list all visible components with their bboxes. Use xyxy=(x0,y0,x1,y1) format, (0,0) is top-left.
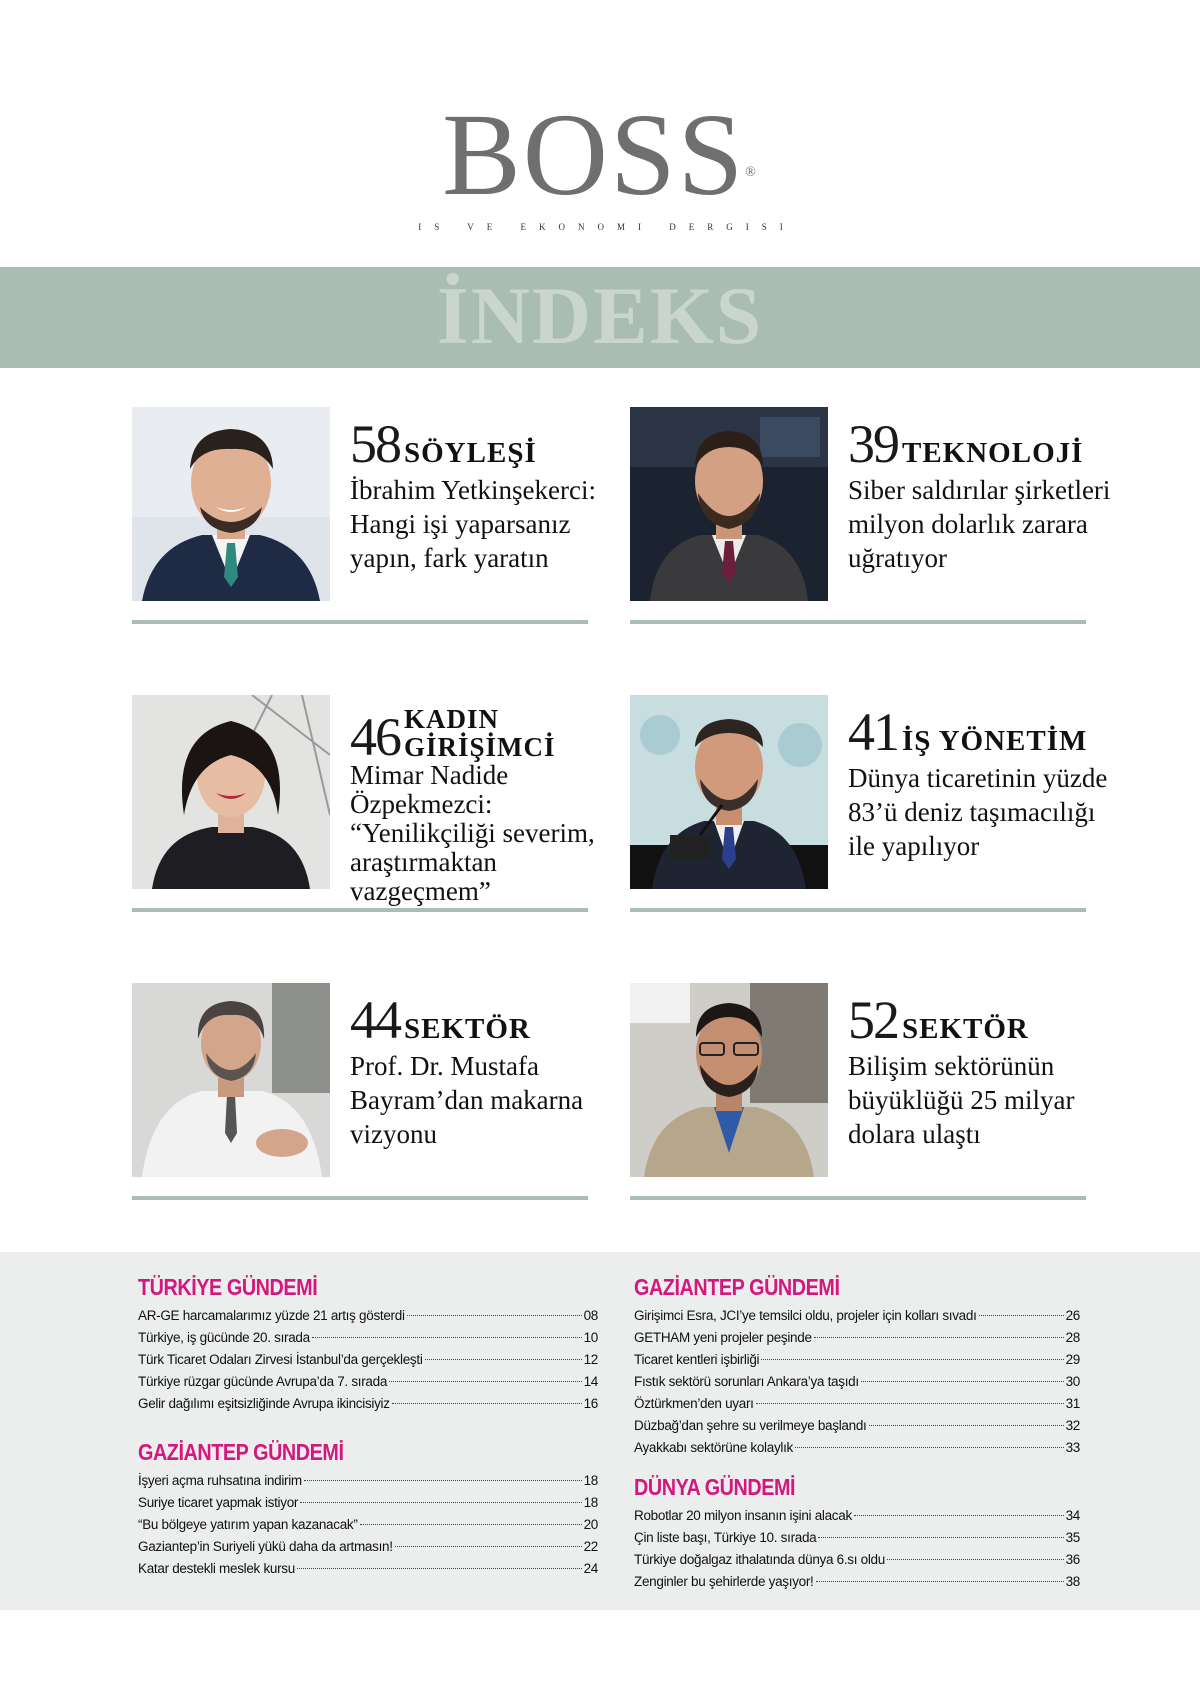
article-photo xyxy=(630,407,828,601)
toc-row[interactable]: Robotlar 20 milyon insanın işini alacak 34 xyxy=(634,1508,1080,1523)
page-number: 58 xyxy=(350,414,400,474)
article-photo xyxy=(132,407,330,601)
toc-section-dunya xyxy=(634,1474,1080,1593)
toc-row[interactable]: Girişimci Esra, JCI’ye temsilci oldu, projeler için kolları sıvadı 26 xyxy=(634,1308,1080,1323)
toc-row[interactable]: Türkiye rüzgar gücünde Avrupa’da 7. sırada 14 xyxy=(138,1374,598,1389)
article-title: Siber saldırılar şirketleri milyon dolarlık zarara uğratıyor xyxy=(848,475,1111,573)
article-heading xyxy=(848,990,1029,1050)
article-card[interactable] xyxy=(132,695,632,930)
divider xyxy=(132,1196,588,1200)
article-title: Dünya ticaretinin yüzde 83’ü deniz taşımacılığı ile yapılıyor xyxy=(848,763,1108,861)
article-heading xyxy=(350,704,556,767)
toc-row[interactable]: Katar destekli meslek kursu 24 xyxy=(138,1561,598,1576)
article-title: Prof. Dr. Mustafa Bayram’dan makarna vizyonu xyxy=(350,1051,584,1149)
toc-section-turkiye xyxy=(138,1274,598,1415)
toc-row[interactable]: Gaziantep’in Suriyeli yükü daha da artmasın! 22 xyxy=(138,1539,598,1554)
article-photo xyxy=(630,983,828,1177)
divider xyxy=(132,908,588,912)
page-number: 41 xyxy=(848,702,898,762)
article-card[interactable] xyxy=(630,983,1130,1218)
divider xyxy=(630,1196,1086,1200)
toc-row[interactable]: Fıstık sektörü sorunları Ankara’ya taşıdı 30 xyxy=(634,1374,1080,1389)
toc-row[interactable]: Suriye ticaret yapmak istiyor 18 xyxy=(138,1495,598,1510)
article-photo xyxy=(630,695,828,889)
toc-row[interactable]: Türkiye, iş gücünde 20. sırada 10 xyxy=(138,1330,598,1345)
section-label: SÖYLEŞİ xyxy=(404,437,537,469)
toc-section-gaziantep-2 xyxy=(634,1274,1080,1459)
toc-heading: GAZİANTEP GÜNDEMİ xyxy=(138,1439,344,1465)
article-heading xyxy=(350,990,531,1050)
article-heading xyxy=(350,414,537,474)
contents-panel xyxy=(0,1252,1200,1610)
page-number: 39 xyxy=(848,414,898,474)
toc-heading: DÜNYA GÜNDEMİ xyxy=(634,1474,796,1500)
toc-row[interactable]: Çin liste başı, Türkiye 10. sırada 35 xyxy=(634,1530,1080,1545)
divider xyxy=(630,620,1086,624)
article-heading xyxy=(848,414,1084,474)
page-number: 46 xyxy=(350,707,400,767)
article-title: Mimar Nadide Özpekmezci: “Yenilikçiliği severim, araştırmaktan vazgeçmem” xyxy=(350,760,595,906)
toc-row[interactable]: GETHAM yeni projeler peşinde 28 xyxy=(634,1330,1080,1345)
article-heading xyxy=(848,702,1088,762)
masthead xyxy=(0,89,1200,232)
section-label: SEKTÖR xyxy=(404,1013,531,1045)
page-number: 52 xyxy=(848,990,898,1050)
toc-row[interactable]: Düzbağ’dan şehre su verilmeye başlandı 32 xyxy=(634,1418,1080,1433)
article-photo xyxy=(132,695,330,889)
toc-section-gaziantep xyxy=(138,1439,598,1580)
toc-heading: TÜRKİYE GÜNDEMİ xyxy=(138,1274,318,1300)
article-card[interactable] xyxy=(132,983,632,1218)
toc-row[interactable]: Öztürkmen’den uyarı 31 xyxy=(634,1396,1080,1411)
section-label: SEKTÖR xyxy=(902,1013,1029,1045)
article-card[interactable] xyxy=(630,695,1130,930)
article-photo xyxy=(132,983,330,1177)
toc-row[interactable]: Ticaret kentleri işbirliği 29 xyxy=(634,1352,1080,1367)
section-label: KADIN GİRİŞİMCİ xyxy=(404,704,556,762)
article-card[interactable] xyxy=(132,407,632,642)
divider xyxy=(630,908,1086,912)
toc-row[interactable]: Zenginler bu şehirlerde yaşıyor! 38 xyxy=(634,1574,1080,1589)
toc-row[interactable]: Gelir dağılımı eşitsizliğinde Avrupa ikincisiyiz 16 xyxy=(138,1396,598,1411)
section-label: TEKNOLOJİ xyxy=(902,437,1084,469)
toc-row[interactable]: AR-GE harcamalarımız yüzde 21 artış gösterdi 08 xyxy=(138,1308,598,1323)
page-title: İNDEKS xyxy=(436,270,764,361)
divider xyxy=(132,620,588,624)
toc-row[interactable]: Ayakkabı sektörüne kolaylık 33 xyxy=(634,1440,1080,1455)
article-title: İbrahim Yetkinşekerci: Hangi işi yaparsanız yapın, fark yaratın xyxy=(350,475,596,573)
logo-tagline: IS VE EKONOMI DERGISI xyxy=(418,222,796,232)
toc-row[interactable]: İşyeri açma ruhsatına indirim 18 xyxy=(138,1473,598,1488)
toc-row[interactable]: Türk Ticaret Odaları Zirvesi İstanbul’da gerçekleşti 12 xyxy=(138,1352,598,1367)
page-number: 44 xyxy=(350,990,400,1050)
toc-heading: GAZİANTEP GÜNDEMİ xyxy=(634,1274,840,1300)
toc-row[interactable]: “Bu bölgeye yatırım yapan kazanacak” 20 xyxy=(138,1517,598,1532)
article-card[interactable] xyxy=(630,407,1130,642)
boss-logo: BOSS® xyxy=(442,89,758,220)
section-label: İŞ YÖNETİM xyxy=(902,725,1088,757)
toc-row[interactable]: Türkiye doğalgaz ithalatında dünya 6.sı oldu 36 xyxy=(634,1552,1080,1567)
index-banner xyxy=(0,267,1200,368)
article-title: Bilişim sektörünün büyüklüğü 25 milyar dolara ulaştı xyxy=(848,1051,1075,1149)
